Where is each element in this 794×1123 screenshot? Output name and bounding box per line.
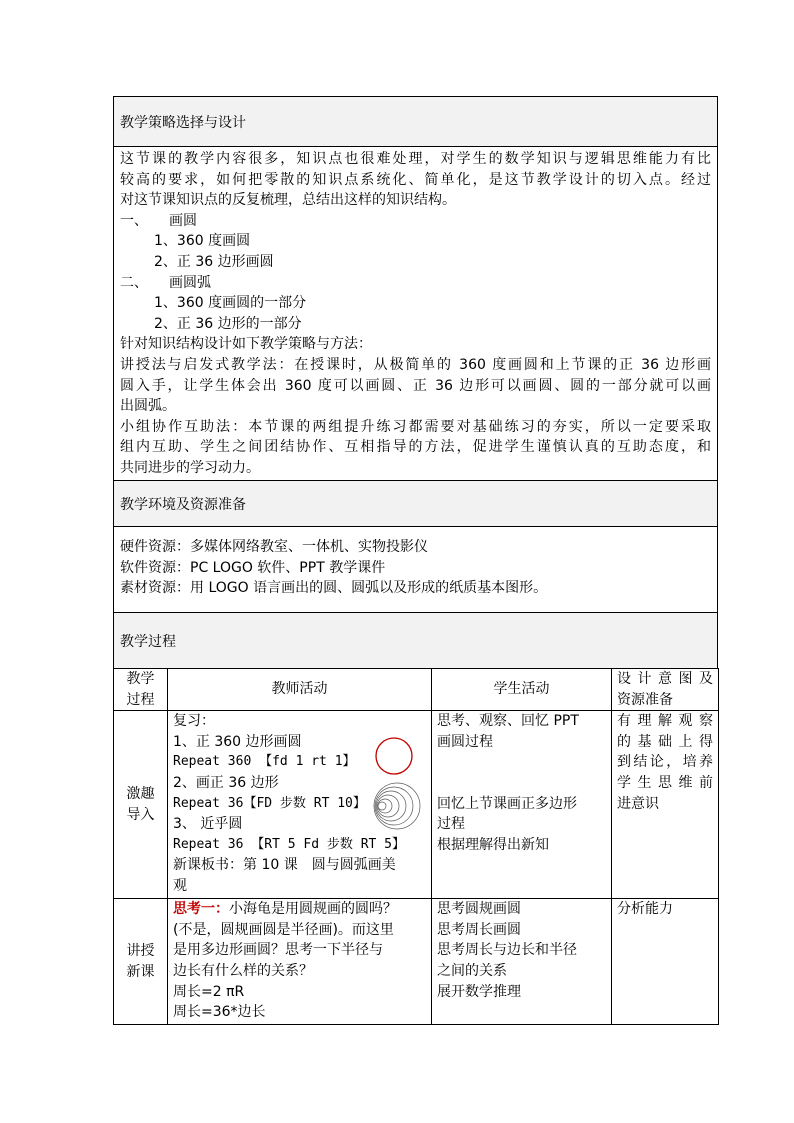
design-intent-cell [612, 711, 719, 899]
teacher-activity-cell [168, 899, 432, 1025]
teacher-activity-cell [168, 711, 432, 899]
code-line: Repeat 360 【fd 1 rt 1】 [173, 754, 356, 770]
header-stage-line: 教学 [126, 671, 155, 687]
process-table [113, 668, 719, 1025]
design-line: 进意识 [617, 795, 659, 812]
teacher-line: 边长有什么样的关系？ [173, 962, 313, 979]
formula-line: 周长=2 πR [173, 983, 245, 1000]
methods-intro: 针对知识结构设计如下教学策略与方法： [120, 336, 372, 353]
question-label: 思考一： [173, 901, 229, 918]
design-line: 分析能力 [617, 901, 673, 918]
design-line: 到结论，培养 [617, 754, 713, 771]
student-line: 之间的关系 [437, 962, 507, 979]
student-line: 回忆上节课画正多边形 [437, 795, 577, 812]
nested-circles-figure [371, 780, 423, 832]
header-stage-line: 过程 [126, 691, 155, 708]
student-line: 根据理解得出新知 [437, 836, 549, 853]
teacher-line: 3、 近乎圆 [173, 816, 243, 833]
stage-line: 导入 [126, 806, 155, 823]
stage-cell [114, 899, 168, 1025]
header-design [612, 669, 719, 711]
environment-section-body [113, 526, 718, 612]
method1-line: 出圆弧。 [120, 398, 176, 415]
method2-line: 共同进步的学习动力。 [120, 459, 260, 476]
stage-line: 新课 [126, 963, 155, 980]
header-design-line: 资源准备 [617, 691, 673, 708]
method1-line: 圆入手，让学生体会出 360 度可以画圆、正 36 边形可以画圆、圆的一部分就可以画 [120, 377, 711, 394]
design-line: 学生思维前 [617, 774, 713, 791]
strategy-section-body [113, 146, 718, 480]
student-line: 思考周长画圆 [437, 921, 521, 938]
resource-line: 软件资源：PC LOGO 软件、PPT 教学课件 [120, 559, 386, 576]
process-title: 教学过程 [120, 633, 176, 650]
student-line: 思考周长与边长和半径 [437, 942, 577, 959]
design-line: 有理解观察 [617, 713, 713, 730]
outline-subitem: 2、正 36 边形的一部分 [154, 315, 302, 332]
stage-line: 讲授 [126, 943, 155, 960]
strategy-section-header [113, 96, 718, 146]
header-teacher: 教师活动 [168, 669, 432, 711]
student-activity-cell [432, 899, 612, 1025]
formula-line: 周长=36*边长 [173, 1004, 266, 1021]
table-row [114, 711, 719, 899]
teacher-line: 是用多边形画圆？思考一下半径与 [173, 942, 383, 959]
student-line: 展开数学推理 [437, 983, 521, 1000]
red-circle-figure [373, 735, 415, 777]
resource-line: 素材资源：用 LOGO 语言画出的圆、圆弧以及形成的纸质基本图形。 [120, 580, 548, 597]
table-row [114, 899, 719, 1025]
student-activity-cell [432, 711, 612, 899]
code-line: Repeat 36 【RT 5 Fd 步数 RT 5】 [173, 836, 406, 852]
strategy-line: 这节课的教学内容很多，知识点也很难处理，对学生的数学知识与逻辑思维能力有比 [120, 151, 711, 167]
teacher-line: (不是，圆规画圆是半径画)。而这里 [173, 921, 394, 938]
method2-line: 小组协作互助法：本节课的两组提升练习都需要对基础练习的夯实，所以一定要采取 [120, 418, 711, 435]
environment-title: 教学环境及资源准备 [120, 496, 246, 513]
student-line [437, 752, 606, 773]
table-header-row [114, 669, 719, 711]
outline-subitem: 2、正 36 边形画圆 [154, 253, 274, 270]
resource-line: 硬件资源：多媒体网络教室、一体机、实物投影仪 [120, 539, 428, 555]
student-line: 思考圆规画圆 [437, 901, 521, 918]
outline-item: 二、 画圆弧 [120, 274, 211, 291]
environment-section-header [113, 480, 718, 526]
student-line: 思考、观察、回忆 PPT [437, 713, 579, 730]
method2-line: 组内互助、学生之间团结协作、互相指导的方法，促进学生谨慎认真的互助态度，和 [120, 439, 711, 456]
strategy-line: 较高的要求，如何把零散的知识点系统化、简单化，是这节教学设计的切入点。经过 [120, 171, 711, 188]
header-design-line: 设计意图及 [617, 671, 713, 687]
header-stage [114, 669, 168, 711]
process-section-header [113, 612, 718, 668]
header-student: 学生活动 [432, 669, 612, 711]
teacher-line: 1、正 360 边形画圆 [173, 733, 302, 750]
stage-cell [114, 711, 168, 899]
code-line: Repeat 36【FD 步数 RT 10】 [173, 795, 366, 811]
strategy-title: 教学策略选择与设计 [120, 114, 246, 131]
strategy-line: 对这节课知识点的反复梳理，总结出这样的知识结构。 [120, 192, 456, 209]
teaching-design-document [113, 96, 718, 1025]
student-line [437, 773, 606, 794]
method1-line: 讲授法与启发式教学法：在授课时，从极简单的 360 度画圆和上节课的正 36 边形画 [120, 356, 711, 373]
teacher-line: 2、画正 36 边形 [173, 774, 279, 791]
design-intent-cell [612, 899, 719, 1025]
teacher-line: 复习： [173, 713, 215, 730]
teacher-line: 新课板书：第 10 课 圆与圆弧画美 [173, 857, 396, 874]
teacher-line: 小海龟是用圆规画的圆吗？ [229, 901, 397, 918]
outline-subitem: 1、360 度画圆的一部分 [154, 295, 307, 312]
outline-item: 一、 画圆 [120, 212, 197, 229]
outline-subitem: 1、360 度画圆 [154, 233, 251, 250]
student-line: 画圆过程 [437, 733, 493, 750]
stage-line: 激趣 [126, 786, 155, 803]
student-line: 过程 [437, 816, 465, 833]
teacher-line: 观 [173, 877, 187, 894]
design-line: 的基础上得 [617, 733, 713, 750]
